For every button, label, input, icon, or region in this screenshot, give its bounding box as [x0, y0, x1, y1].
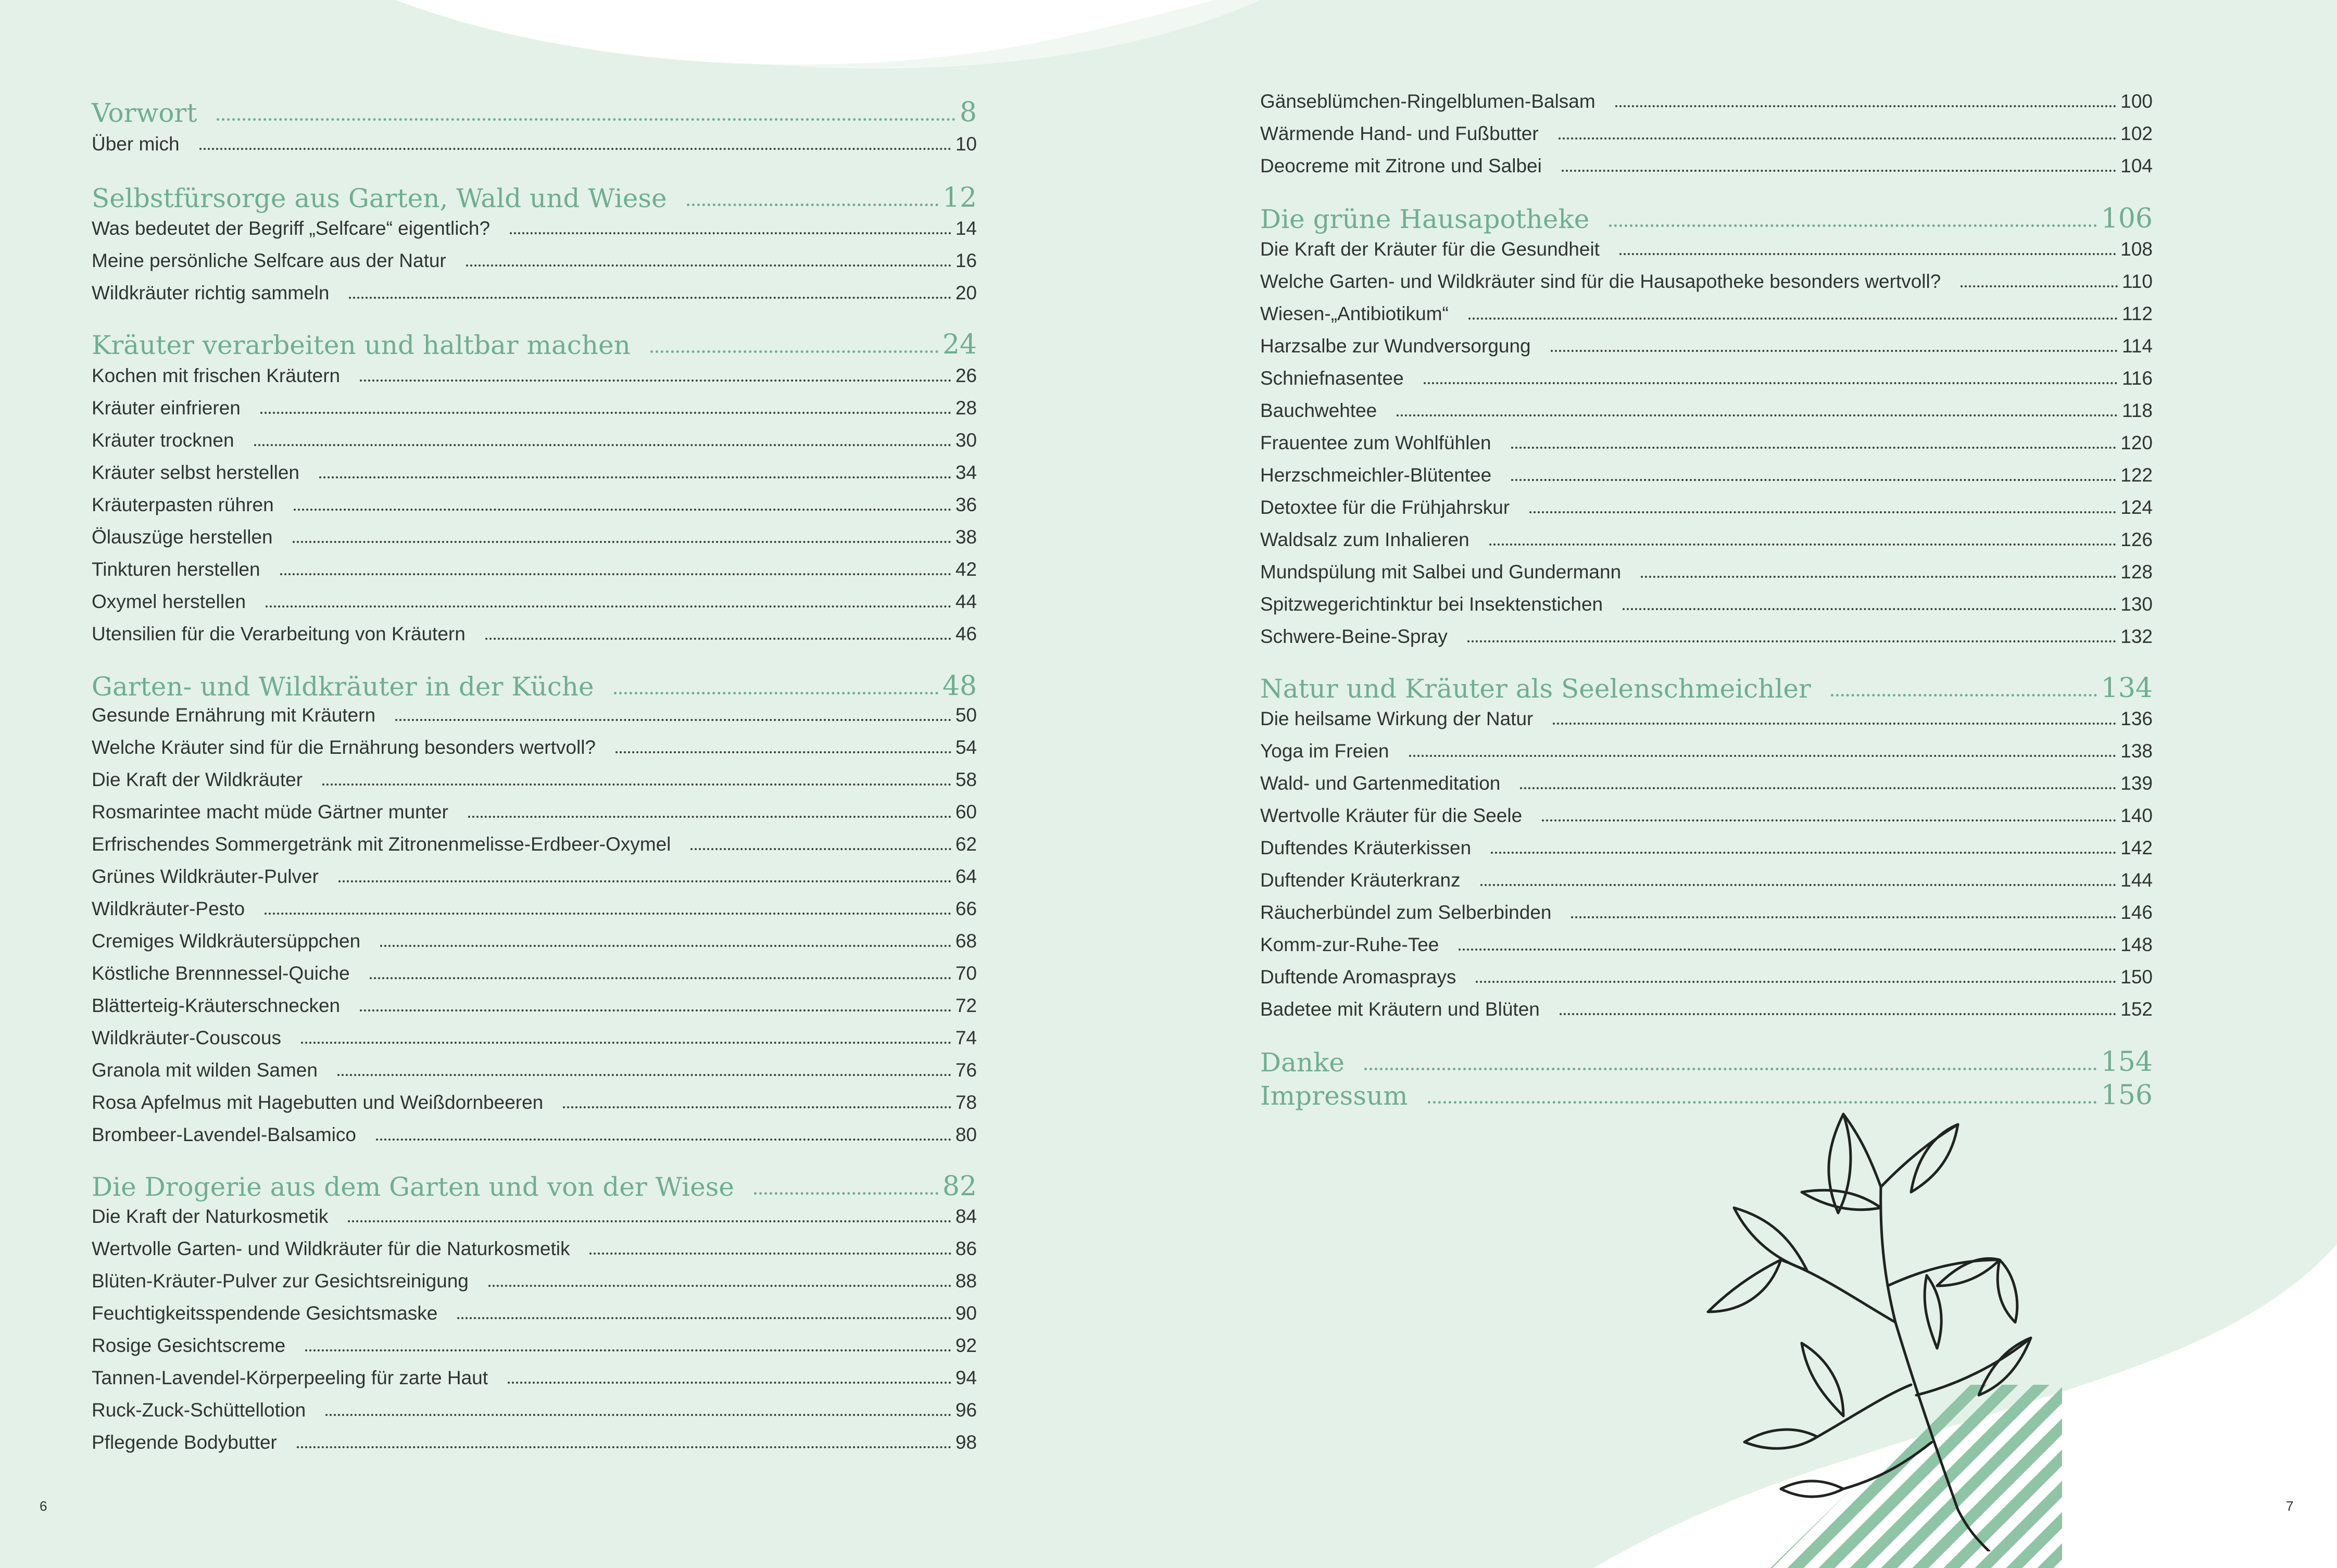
toc-entry[interactable]: Feuchtigkeitsspendende Gesichtsmaske 90 — [92, 1303, 977, 1324]
toc-entry[interactable]: Wertvolle Garten- und Wildkräuter für die Naturkosmetik 86 — [92, 1238, 977, 1259]
toc-section[interactable]: Danke 154 — [1260, 1046, 2153, 1078]
toc-entry[interactable]: Was bedeutet der Begriff „Selfcare“ eigentlich? 14 — [92, 218, 977, 239]
toc-entry[interactable]: Wald- und Gartenmeditation 139 — [1260, 773, 2153, 794]
toc-entry[interactable]: Deocreme mit Zitrone und Salbei 104 — [1260, 155, 2153, 176]
toc-section[interactable]: Natur und Kräuter als Seelenschmeichler 134 — [1260, 673, 2153, 704]
toc-entry[interactable]: Oxymel herstellen 44 — [92, 591, 977, 612]
toc-section[interactable]: Die Drogerie aus dem Garten und von der Wiese 82 — [92, 1171, 977, 1202]
toc-entry[interactable]: Kräuterpasten rühren 36 — [92, 494, 977, 515]
toc-entry[interactable]: Herzschmeichler-Blütentee 122 — [1260, 464, 2153, 486]
toc-entry[interactable]: Duftende Aromasprays 150 — [1260, 966, 2153, 988]
toc-entry[interactable]: Räucherbündel zum Selberbinden 146 — [1260, 902, 2153, 923]
toc-entry[interactable]: Ruck-Zuck-Schüttellotion 96 — [92, 1399, 977, 1421]
toc-entry[interactable]: Kräuter trocknen 30 — [92, 429, 977, 451]
toc-entry[interactable]: Grünes Wildkräuter-Pulver 64 — [92, 866, 977, 887]
toc-entry[interactable]: Badetee mit Kräutern und Blüten 152 — [1260, 998, 2153, 1020]
toc-entry[interactable]: Blätterteig-Kräuterschnecken 72 — [92, 995, 977, 1016]
toc-section[interactable]: Die grüne Hausapotheke 106 — [1260, 203, 2153, 234]
toc-entry[interactable]: Harzsalbe zur Wundversorgung 114 — [1260, 335, 2153, 357]
toc-entry[interactable]: Welche Kräuter sind für die Ernährung besonders wertvoll? 54 — [92, 737, 977, 758]
toc-entry[interactable]: Pflegende Bodybutter 98 — [92, 1432, 977, 1453]
toc-entry[interactable]: Schniefnasentee 116 — [1260, 368, 2153, 389]
toc-entry[interactable]: Spitzwegerichtinktur bei Insektenstichen 130 — [1260, 593, 2153, 615]
toc-entry[interactable]: Meine persönliche Selfcare aus der Natur 16 — [92, 250, 977, 271]
toc-entry[interactable]: Kräuter selbst herstellen 34 — [92, 462, 977, 483]
toc-entry[interactable]: Brombeer-Lavendel-Balsamico 80 — [92, 1124, 977, 1145]
herb-branch-illustration — [1687, 1104, 2062, 1551]
main-stem — [1881, 1187, 1958, 1510]
toc-entry[interactable]: Wiesen-„Antibiotikum“ 112 — [1260, 303, 2153, 324]
toc-entry[interactable]: Detoxtee für die Frühjahrskur 124 — [1260, 497, 2153, 518]
toc-entry[interactable]: Über mich 10 — [92, 133, 977, 155]
toc-entry[interactable]: Mundspülung mit Salbei und Gundermann 128 — [1260, 561, 2153, 583]
toc-entry[interactable]: Rosmarintee macht müde Gärtner munter 60 — [92, 801, 977, 823]
toc-entry[interactable]: Schwere-Beine-Spray 132 — [1260, 626, 2153, 647]
toc-entry[interactable]: Die heilsame Wirkung der Natur 136 — [1260, 708, 2153, 729]
toc-entry[interactable]: Wildkräuter-Pesto 66 — [92, 898, 977, 919]
toc-entry[interactable]: Die Kraft der Naturkosmetik 84 — [92, 1206, 977, 1227]
toc-entry[interactable]: Wildkräuter richtig sammeln 20 — [92, 282, 977, 304]
toc-entry[interactable]: Köstliche Brennnessel-Quiche 70 — [92, 963, 977, 984]
toc-entry[interactable]: Kräuter einfrieren 28 — [92, 397, 977, 419]
toc-section[interactable]: Garten- und Wildkräuter in der Küche 48 — [92, 671, 977, 702]
toc-section[interactable]: Selbstfürsorge aus Garten, Wald und Wiese 12 — [92, 182, 977, 213]
toc-entry[interactable]: Gesunde Ernährung mit Kräutern 50 — [92, 704, 977, 726]
toc-entry[interactable]: Utensilien für die Verarbeitung von Kräutern 46 — [92, 623, 977, 644]
toc-entry[interactable]: Welche Garten- und Wildkräuter sind für die Hausapotheke besonders wertvoll? 110 — [1260, 271, 2153, 292]
toc-entry[interactable]: Yoga im Freien 138 — [1260, 740, 2153, 762]
toc-entry[interactable]: Wertvolle Kräuter für die Seele 140 — [1260, 805, 2153, 826]
toc-entry[interactable]: Tannen-Lavendel-Körperpeeling für zarte Haut 94 — [92, 1367, 977, 1388]
toc-entry[interactable]: Erfrischendes Sommergetränk mit Zitronenmelisse-Erdbeer-Oxymel 62 — [92, 833, 977, 855]
toc-entry[interactable]: Tinkturen herstellen 42 — [92, 559, 977, 580]
toc-entry[interactable]: Komm-zur-Ruhe-Tee 148 — [1260, 934, 2153, 955]
toc-entry[interactable]: Frauentee zum Wohlfühlen 120 — [1260, 432, 2153, 453]
toc-entry[interactable]: Gänseblümchen-Ringelblumen-Balsam 100 — [1260, 91, 2153, 112]
toc-entry[interactable]: Rosige Gesichtscreme 92 — [92, 1335, 977, 1356]
toc-section[interactable]: Impressum 156 — [1260, 1080, 2153, 1111]
toc-entry[interactable]: Duftendes Kräuterkissen 142 — [1260, 837, 2153, 858]
toc-section[interactable]: Kräuter verarbeiten und haltbar machen 24 — [92, 329, 977, 360]
toc-entry[interactable]: Granola mit wilden Samen 76 — [92, 1059, 977, 1081]
toc-entry[interactable]: Rosa Apfelmus mit Hagebutten und Weißdornbeeren 78 — [92, 1092, 977, 1113]
toc-entry[interactable]: Duftender Kräuterkranz 144 — [1260, 869, 2153, 891]
toc-entry[interactable]: Waldsalz zum Inhalieren 126 — [1260, 529, 2153, 550]
page-number-left: 6 — [40, 1498, 47, 1514]
toc-entry[interactable]: Die Kraft der Wildkräuter 58 — [92, 769, 977, 790]
toc-entry[interactable]: Bauchwehtee 118 — [1260, 400, 2153, 421]
page-number-right: 7 — [2286, 1498, 2294, 1514]
toc-section[interactable]: Vorwort 8 — [92, 97, 977, 128]
toc-entry[interactable]: Ölauszüge herstellen 38 — [92, 526, 977, 548]
toc-entry[interactable]: Kochen mit frischen Kräutern 26 — [92, 365, 977, 386]
toc-entry[interactable]: Die Kraft der Kräuter für die Gesundheit 108 — [1260, 238, 2153, 260]
toc-entry[interactable]: Cremiges Wildkräutersüppchen 68 — [92, 930, 977, 952]
toc-entry[interactable]: Wärmende Hand- und Fußbutter 102 — [1260, 123, 2153, 144]
toc-entry[interactable]: Wildkräuter-Couscous 74 — [92, 1027, 977, 1048]
toc-entry[interactable]: Blüten-Kräuter-Pulver zur Gesichtsreinigung 88 — [92, 1270, 977, 1292]
